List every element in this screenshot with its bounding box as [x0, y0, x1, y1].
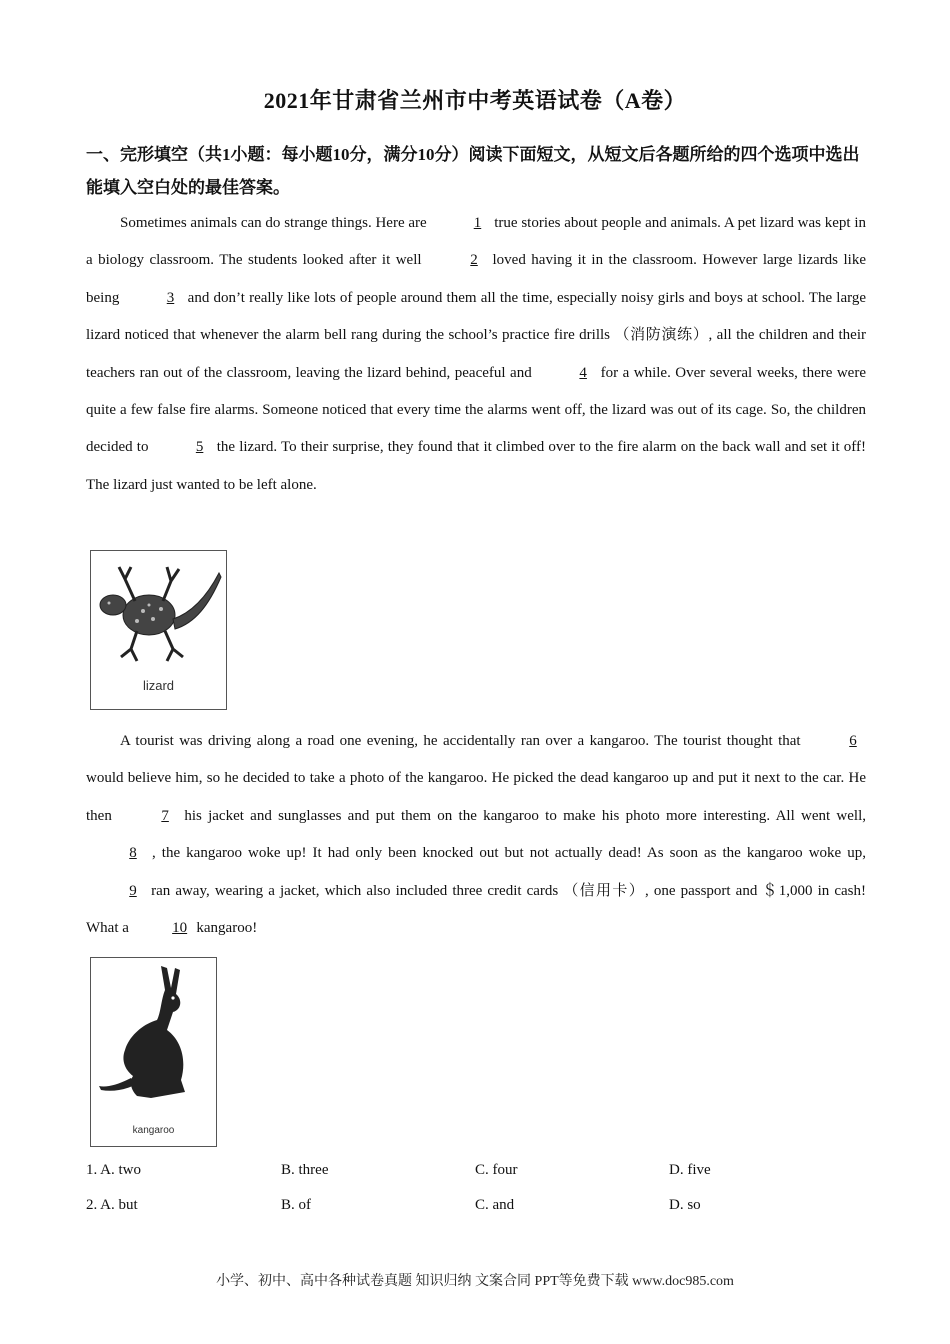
kangaroo-caption: kangaroo: [132, 1125, 175, 1136]
passage-text: Sometimes animals can do strange things. Here are: [120, 215, 431, 231]
passage-kangaroo: [86, 723, 866, 947]
passage-text: kangaroo!: [192, 920, 258, 937]
section-heading: 一、完形填空（共1小题：每小题10分，满分10分）阅读下面短文，从短文后各题所给的四个选项中选出能填入空白处的最佳答案。: [86, 145, 860, 197]
lizard-caption: lizard: [142, 678, 175, 693]
blank-4: 4: [579, 364, 587, 381]
question-row: [86, 1197, 866, 1219]
passage-paragraph: [86, 723, 866, 947]
passage-text: loved having it in the classroom. However large lizards like being: [86, 252, 866, 306]
blank-2: 2: [470, 252, 478, 269]
blank-9: 9: [129, 882, 137, 899]
kangaroo-image: [90, 957, 217, 1147]
blank-8: 8: [129, 845, 137, 862]
passage-paragraph: [86, 205, 866, 504]
blank-6: 6: [849, 733, 857, 749]
passage-text: ran away, wearing a jacket, which also included three credit cards （信用卡）, one passport and ＄1,000 in cash! What a: [86, 882, 866, 937]
passage-text: the lizard. To their surprise, they found that it climbed over to the fire alarm on the back wall and set it off! The lizard just wanted to be left alone.: [86, 439, 867, 493]
blank-10: 10: [172, 920, 188, 937]
option-b[interactable]: B. three: [281, 1162, 329, 1178]
passage-text: would believe him, so he decided to take a photo of the kangaroo. He picked the dead kangaroo up and put it next to the car. He then: [86, 770, 866, 824]
passage-text: A tourist was driving along a road one evening, he accidentally ran over a kangaroo. The tourist thought that: [120, 733, 806, 749]
blank-3: 3: [166, 289, 175, 306]
passage-text: and don’t really like lots of people around them all the time, especially noisy girls and boys at school. The large lizard noticed that whenever the alarm bell rang during the school’s practice fire drills （消防演练）, all the children and their teachers ran out of the classroom, leaving the lizard behind, peaceful and: [86, 289, 866, 381]
passage-text: his jacket and sunglasses and put them on the kangaroo to make his photo more interesting. All went well,: [178, 807, 867, 824]
option-d[interactable]: D. five: [669, 1162, 711, 1178]
question-row: [86, 1162, 866, 1184]
option-a[interactable]: 1. A. two: [86, 1162, 142, 1178]
lizard-image: [90, 550, 227, 710]
passage-text: for a while. Over several weeks, there were quite a few false fire alarms. Someone noticed that every time the alarms went off, the lizard was out of its cage. So, the children decided to: [86, 364, 866, 456]
kangaroo-icon: [91, 960, 215, 1120]
passage-text: true stories about people and animals. A pet lizard was kept in a biology classroom. The students looked after it well: [86, 215, 866, 269]
page-footer: 小学、初中、高中各种试卷真题 知识归纳 文案合同 PPT等免费下载 www.doc985.com: [216, 1274, 734, 1289]
option-c[interactable]: C. and: [475, 1197, 515, 1213]
lizard-icon: [91, 553, 225, 683]
blank-1: 1: [473, 215, 482, 231]
option-a[interactable]: 2. A. but: [86, 1197, 138, 1213]
blank-5: 5: [195, 439, 204, 456]
passage-text: , the kangaroo woke up! It had only been knocked out but not actually dead! As soon as the kangaroo woke up,: [146, 845, 866, 862]
option-b[interactable]: B. of: [281, 1197, 311, 1213]
page-title: 2021年甘肃省兰州市中考英语试卷（A卷）: [263, 88, 687, 113]
option-d[interactable]: D. so: [669, 1197, 701, 1213]
option-c[interactable]: C. four: [475, 1162, 518, 1178]
blank-7: 7: [161, 807, 169, 824]
passage-lizard: [86, 205, 866, 504]
